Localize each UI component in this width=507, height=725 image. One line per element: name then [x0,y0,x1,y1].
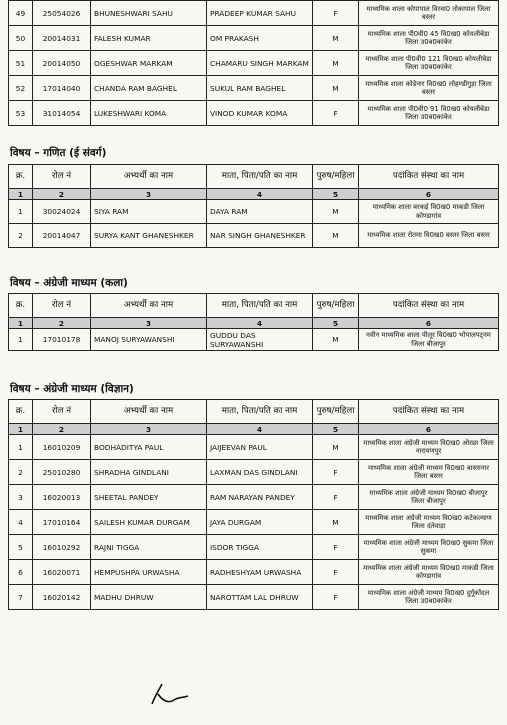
column-number: 5 [313,318,359,329]
institution-cell: माध्यमिक शाला कोडेनार वि0ख0 लोहण्डीगुड़ा जिला बस्तर [359,76,499,101]
table-row [9,76,499,101]
column-number: 3 [91,424,207,435]
parent-cell: SUKUL RAM BAGHEL [207,76,313,101]
parent-cell: VINOD KUMAR KOMA [207,101,313,126]
institution-cell: माध्यमिक शाला अंग्रेजी माध्यम वि0ख0 सुकमा जिला सुकमा [359,535,499,560]
header-institution: पदांकित संस्था का नाम [359,165,499,189]
serial-cell: 4 [9,510,33,535]
table-row [9,460,499,485]
serial-cell: 1 [9,329,33,351]
header-institution: पदांकित संस्था का नाम [359,400,499,424]
name-cell: SURYA KANT GHANESHKER [91,224,207,248]
serial-cell: 1 [9,435,33,460]
header-row [9,294,499,318]
gender-cell: F [313,101,359,126]
column-number: 3 [91,318,207,329]
name-cell: MADHU DHRUW [91,585,207,610]
section-heading-english-science: विषय – अंग्रेजी माध्यम (विज्ञान) [10,383,134,395]
institution-cell: माध्यमिक शाला बरकई वि0ख0 माकडी जिला कोण्डागांव [359,200,499,224]
name-cell: SHRADHA GINDLANI [91,460,207,485]
parent-cell: JAYA DURGAM [207,510,313,535]
roll-cell: 17014040 [33,76,91,101]
table-row [9,485,499,510]
header-parent: माता, पिता/पति का नाम [207,294,313,318]
institution-cell: माध्यमिक शाला पी0वी0 45 वि0ख0 कोयलीबेडा जिला उ0ब0कांकेर [359,26,499,51]
column-number: 4 [207,189,313,200]
column-number: 6 [359,318,499,329]
table-continued [8,0,499,126]
header-roll: रोल नं [33,400,91,424]
table-row [9,51,499,76]
parent-cell: GUDDU DAS SURYAWANSHI [207,329,313,351]
column-number: 4 [207,318,313,329]
gender-cell: F [313,485,359,510]
institution-cell: माध्यमिक शाला अंग्रेजी माध्यम वि0ख0 माकडी जिला कोण्डागांव [359,560,499,585]
parent-cell: PRADEEP KUMAR SAHU [207,1,313,26]
name-cell: SHEETAL PANDEY [91,485,207,510]
serial-cell: 5 [9,535,33,560]
section-heading-english-arts: विषय – अंग्रेजी माध्यम (कला) [10,277,128,289]
gender-cell: M [313,76,359,101]
name-cell: RAJNI TIGGA [91,535,207,560]
name-cell: LUKESHWARI KOMA [91,101,207,126]
gender-cell: F [313,560,359,585]
table-row [9,26,499,51]
roll-cell: 16020142 [33,585,91,610]
name-cell: MANOJ SURYAWANSHI [91,329,207,351]
roll-cell: 16010292 [33,535,91,560]
gender-cell: F [313,1,359,26]
institution-cell: नवीन माध्यमिक शाला पीलूर वि0ख0 भोपालपट्नम जिला बीजापुर [359,329,499,351]
parent-cell: RAM NARAYAN PANDEY [207,485,313,510]
table-maths-head [9,165,499,200]
header-gender: पुरुष/महिला [313,400,359,424]
institution-cell: माध्यमिक शाला पी0वी0 91 वि0ख0 कोयलीबेडा जिला उ0ब0कांकेर [359,101,499,126]
table-row [9,435,499,460]
roll-cell: 25054026 [33,1,91,26]
table-english-science [8,399,499,610]
institution-cell: माध्यमिक शाला अंग्रेजी माध्यम वि0ख0 बास्तानार जिला बस्तर [359,460,499,485]
serial-cell: 2 [9,460,33,485]
table-english-science-body [9,435,499,610]
header-parent: माता, पिता/पति का नाम [207,400,313,424]
column-number: 1 [9,318,33,329]
name-cell: BHUNESHWARI SAHU [91,1,207,26]
parent-cell: CHAMARU SINGH MARKAM [207,51,313,76]
table-row [9,510,499,535]
column-number: 6 [359,424,499,435]
roll-cell: 20014047 [33,224,91,248]
header-name: अभ्यर्थी का नाम [91,294,207,318]
roll-cell: 20014031 [33,26,91,51]
column-number: 3 [91,189,207,200]
column-number: 5 [313,189,359,200]
serial-cell: 7 [9,585,33,610]
header-serial: क्र. [9,165,33,189]
parent-cell: ISDOR TIGGA [207,535,313,560]
table-row [9,1,499,26]
gender-cell: M [313,329,359,351]
roll-cell: 16020071 [33,560,91,585]
name-cell: HEMPUSHPA URWASHA [91,560,207,585]
header-roll: रोल नं [33,294,91,318]
gender-cell: M [313,26,359,51]
roll-cell: 31014054 [33,101,91,126]
parent-cell: NAROTTAM LAL DHRUW [207,585,313,610]
institution-cell: माध्यमिक शाला कोपापाल विरवा0 तोकापाल जिला बस्तर [359,1,499,26]
name-cell: OGESHWAR MARKAM [91,51,207,76]
table-continued-body [9,1,499,126]
parent-cell: DAYA RAM [207,200,313,224]
section-heading-maths: विषय – गणित (ई संवर्ग) [10,147,107,159]
serial-cell: 3 [9,485,33,510]
name-cell: BODHADITYA PAUL [91,435,207,460]
table-row [9,560,499,585]
signature-mark [148,680,192,708]
table-row [9,585,499,610]
table-row [9,224,499,248]
gender-cell: M [313,510,359,535]
name-cell: FALESH KUMAR [91,26,207,51]
serial-cell: 2 [9,224,33,248]
header-gender: पुरुष/महिला [313,294,359,318]
institution-cell: माध्यमिक शाला अंग्रेजी माध्यम वि0ख0 बीजापुर जिला बीजापुर [359,485,499,510]
roll-cell: 20014050 [33,51,91,76]
column-number: 6 [359,189,499,200]
header-serial: क्र. [9,294,33,318]
name-cell: SAILESH KUMAR DURGAM [91,510,207,535]
institution-cell: माध्यमिक शाला अंग्रेजी माध्यम वि0ख0 ओरछा जिला नारायणपुर [359,435,499,460]
serial-cell: 50 [9,26,33,51]
table-english-arts-body [9,329,499,351]
header-row [9,400,499,424]
table-row [9,101,499,126]
header-roll: रोल नं [33,165,91,189]
header-name: अभ्यर्थी का नाम [91,400,207,424]
column-number: 2 [33,424,91,435]
parent-cell: OM PRAKASH [207,26,313,51]
header-serial: क्र. [9,400,33,424]
gender-cell: F [313,535,359,560]
serial-cell: 53 [9,101,33,126]
column-number: 2 [33,189,91,200]
gender-cell: M [313,224,359,248]
serial-cell: 52 [9,76,33,101]
gender-cell: M [313,435,359,460]
roll-cell: 16020013 [33,485,91,510]
table-row [9,200,499,224]
header-row [9,165,499,189]
roll-cell: 25010280 [33,460,91,485]
institution-cell: माध्यमिक शाला अंग्रेजी माध्यम वि0ख0 दुर्गूकोंदल जिला उ0ब0कांकेर [359,585,499,610]
name-cell: CHANDA RAM BAGHEL [91,76,207,101]
parent-cell: JAIJEEVAN PAUL [207,435,313,460]
roll-cell: 17010178 [33,329,91,351]
gender-cell: M [313,200,359,224]
parent-cell: RADHESHYAM URWASHA [207,560,313,585]
header-institution: पदांकित संस्था का नाम [359,294,499,318]
institution-cell: माध्यमिक शाला अंग्रेजी माध्यम वि0ख0 कटेकल्याण जिला दंतेवाड़ा [359,510,499,535]
header-gender: पुरुष/महिला [313,165,359,189]
roll-cell: 16010209 [33,435,91,460]
column-number: 1 [9,424,33,435]
gender-cell: F [313,460,359,485]
header-parent: माता, पिता/पति का नाम [207,165,313,189]
table-english-arts-head [9,294,499,329]
gender-cell: M [313,51,359,76]
table-maths [8,164,499,248]
column-number-row [9,318,499,329]
column-number: 2 [33,318,91,329]
column-number-row [9,424,499,435]
table-english-science-head [9,400,499,435]
table-row [9,535,499,560]
column-number: 5 [313,424,359,435]
gender-cell: F [313,585,359,610]
parent-cell: LAXMAN DAS GINDLANI [207,460,313,485]
parent-cell: NAR SINGH GHANESHKER [207,224,313,248]
column-number: 4 [207,424,313,435]
roll-cell: 17010164 [33,510,91,535]
institution-cell: माध्यमिक शाला रोतमा वि0ख0 बस्तर जिला बस्तर [359,224,499,248]
column-number: 1 [9,189,33,200]
roll-cell: 30024024 [33,200,91,224]
table-maths-body [9,200,499,248]
table-english-arts [8,293,499,351]
column-number-row [9,189,499,200]
institution-cell: माध्यमिक शाला पी0वी0 121 वि0ख0 कोयलीबेडा जिला उ0ब0कांकेर [359,51,499,76]
table-row [9,329,499,351]
serial-cell: 49 [9,1,33,26]
serial-cell: 1 [9,200,33,224]
serial-cell: 6 [9,560,33,585]
name-cell: SIYA RAM [91,200,207,224]
header-name: अभ्यर्थी का नाम [91,165,207,189]
serial-cell: 51 [9,51,33,76]
